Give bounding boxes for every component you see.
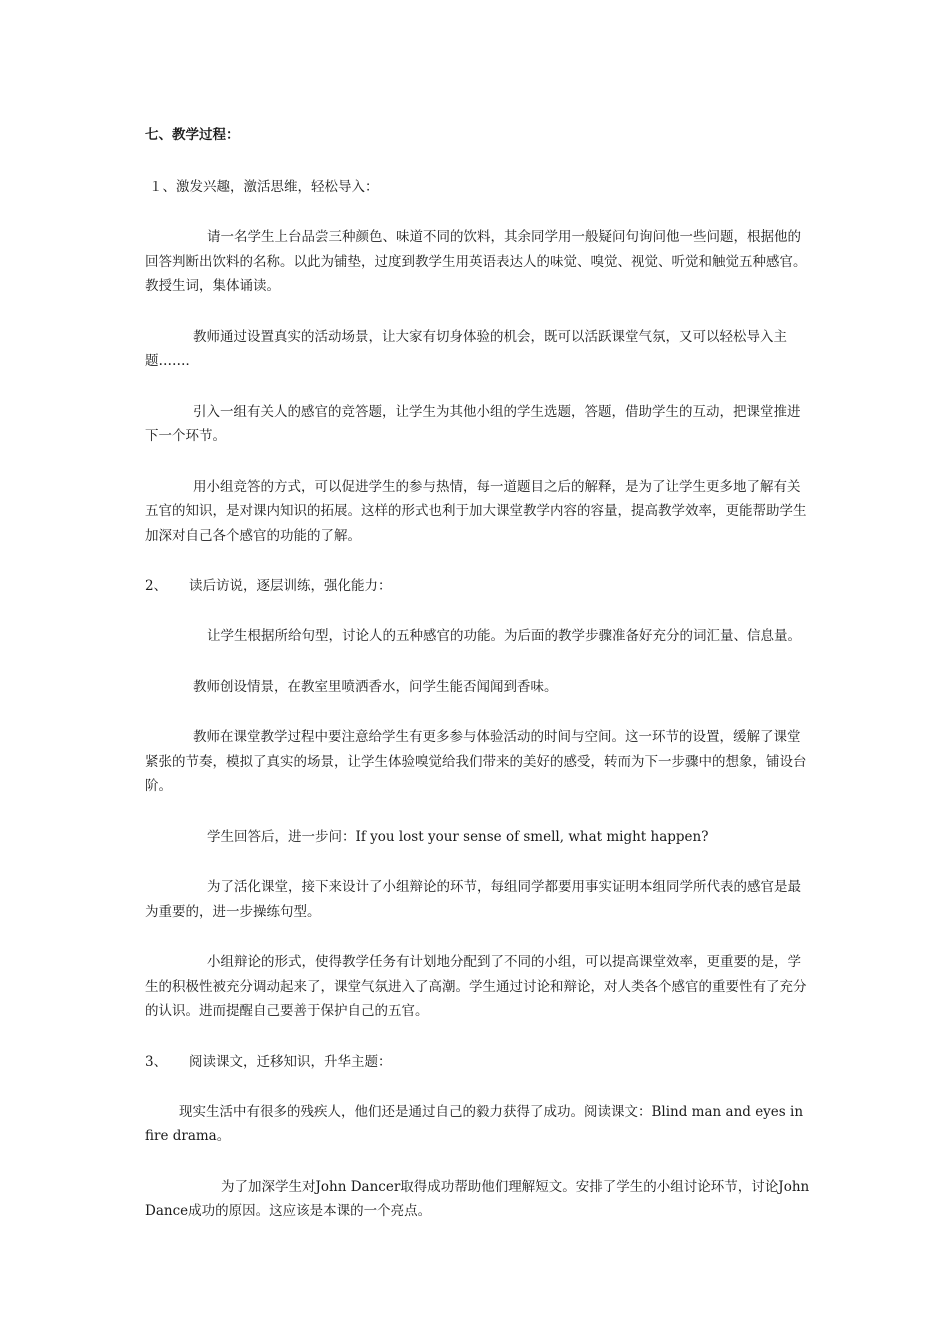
step-3-title: 阅读课文，迁移知识，升华主题： — [189, 1053, 392, 1070]
section-heading: 七、教学过程： — [145, 127, 240, 143]
step-2-number: 2、 — [145, 578, 168, 594]
paragraph: 小组辩论的形式，使得教学任务有计划地分配到了不同的小组，可以提高课堂效率，更重要的是，学生的积极性被充分调动起来了，课堂气氛进入了高潮。学生通过讨论和辩论，对人类各个感官的重要性有了充分的认识。进而提醒自己要善于保护自己的五官。 — [145, 954, 807, 1019]
paragraph: 请一名学生上台品尝三种颜色、味道不同的饮料，其余同学用一般疑问句询问他一些问题，根据他的回答判断出饮料的名称。以此为铺垫，过度到教学生用英语表达人的味觉、嗅觉、视觉、听觉和触觉五种感官。教授生词，集体诵读。 — [145, 229, 807, 294]
step-2-heading — [145, 574, 810, 598]
paragraph: 引入一组有关人的感官的竞答题，让学生为其他小组的学生选题，答题，借助学生的互动，把课堂推进下一个环节。 — [145, 403, 801, 444]
step-3-heading — [145, 1050, 810, 1074]
paragraph: 为了活化课堂，接下来设计了小组辩论的环节，每组同学都要用事实证明本组同学所代表的感官是最为重要的，进一步操练句型。 — [145, 879, 801, 920]
document-body — [145, 123, 810, 1250]
paragraph: 为了加深学生对John Dancer取得成功帮助他们理解短文。安排了学生的小组讨论环节，讨论John Dance成功的原因。这应该是本课的一个亮点。 — [145, 1178, 810, 1219]
paragraph: 教师在课堂教学过程中要注意给学生有更多参与体验活动的时间与空间。这一环节的设置，缓解了课堂紧张的节奏，模拟了真实的场景，让学生体验嗅觉给我们带来的美好的感受，转而为下一步骤中的想象，铺设台阶。 — [145, 729, 807, 794]
paragraph: 教师创设情景，在教室里喷洒香水，问学生能否闻闻到香味。 — [193, 678, 558, 695]
paragraph: 现实生活中有很多的残疾人，他们还是通过自己的毅力获得了成功。阅读课文：Blind man and eyes in fire drama。 — [145, 1103, 804, 1144]
paragraph: 学生回答后，进一步问：If you lost your sense of smell, what might happen? — [207, 828, 709, 845]
paragraph: 教师通过设置真实的活动场景，让大家有切身体验的机会，既可以活跃课堂气氛，又可以轻松导入主题……． — [145, 328, 787, 369]
step-2-title: 读后访说，逐层训练，强化能力： — [189, 578, 392, 594]
paragraph: 让学生根据所给句型，讨论人的五种感官的功能。为后面的教学步骤准备好充分的词汇量、信息量。 — [207, 628, 801, 644]
step-3-number: 3、 — [145, 1053, 168, 1070]
paragraph: 用小组竞答的方式，可以促进学生的参与热情，每一道题目之后的解释，是为了让学生更多地了解有关五官的知识，是对课内知识的拓展。这样的形式也利于加大课堂教学内容的容量，提高教学效率，更能帮助学生加深对自己各个感官的功能的了解。 — [145, 478, 807, 544]
step-1-heading: １、激发兴趣，激活思维，轻松导入： — [149, 179, 379, 195]
